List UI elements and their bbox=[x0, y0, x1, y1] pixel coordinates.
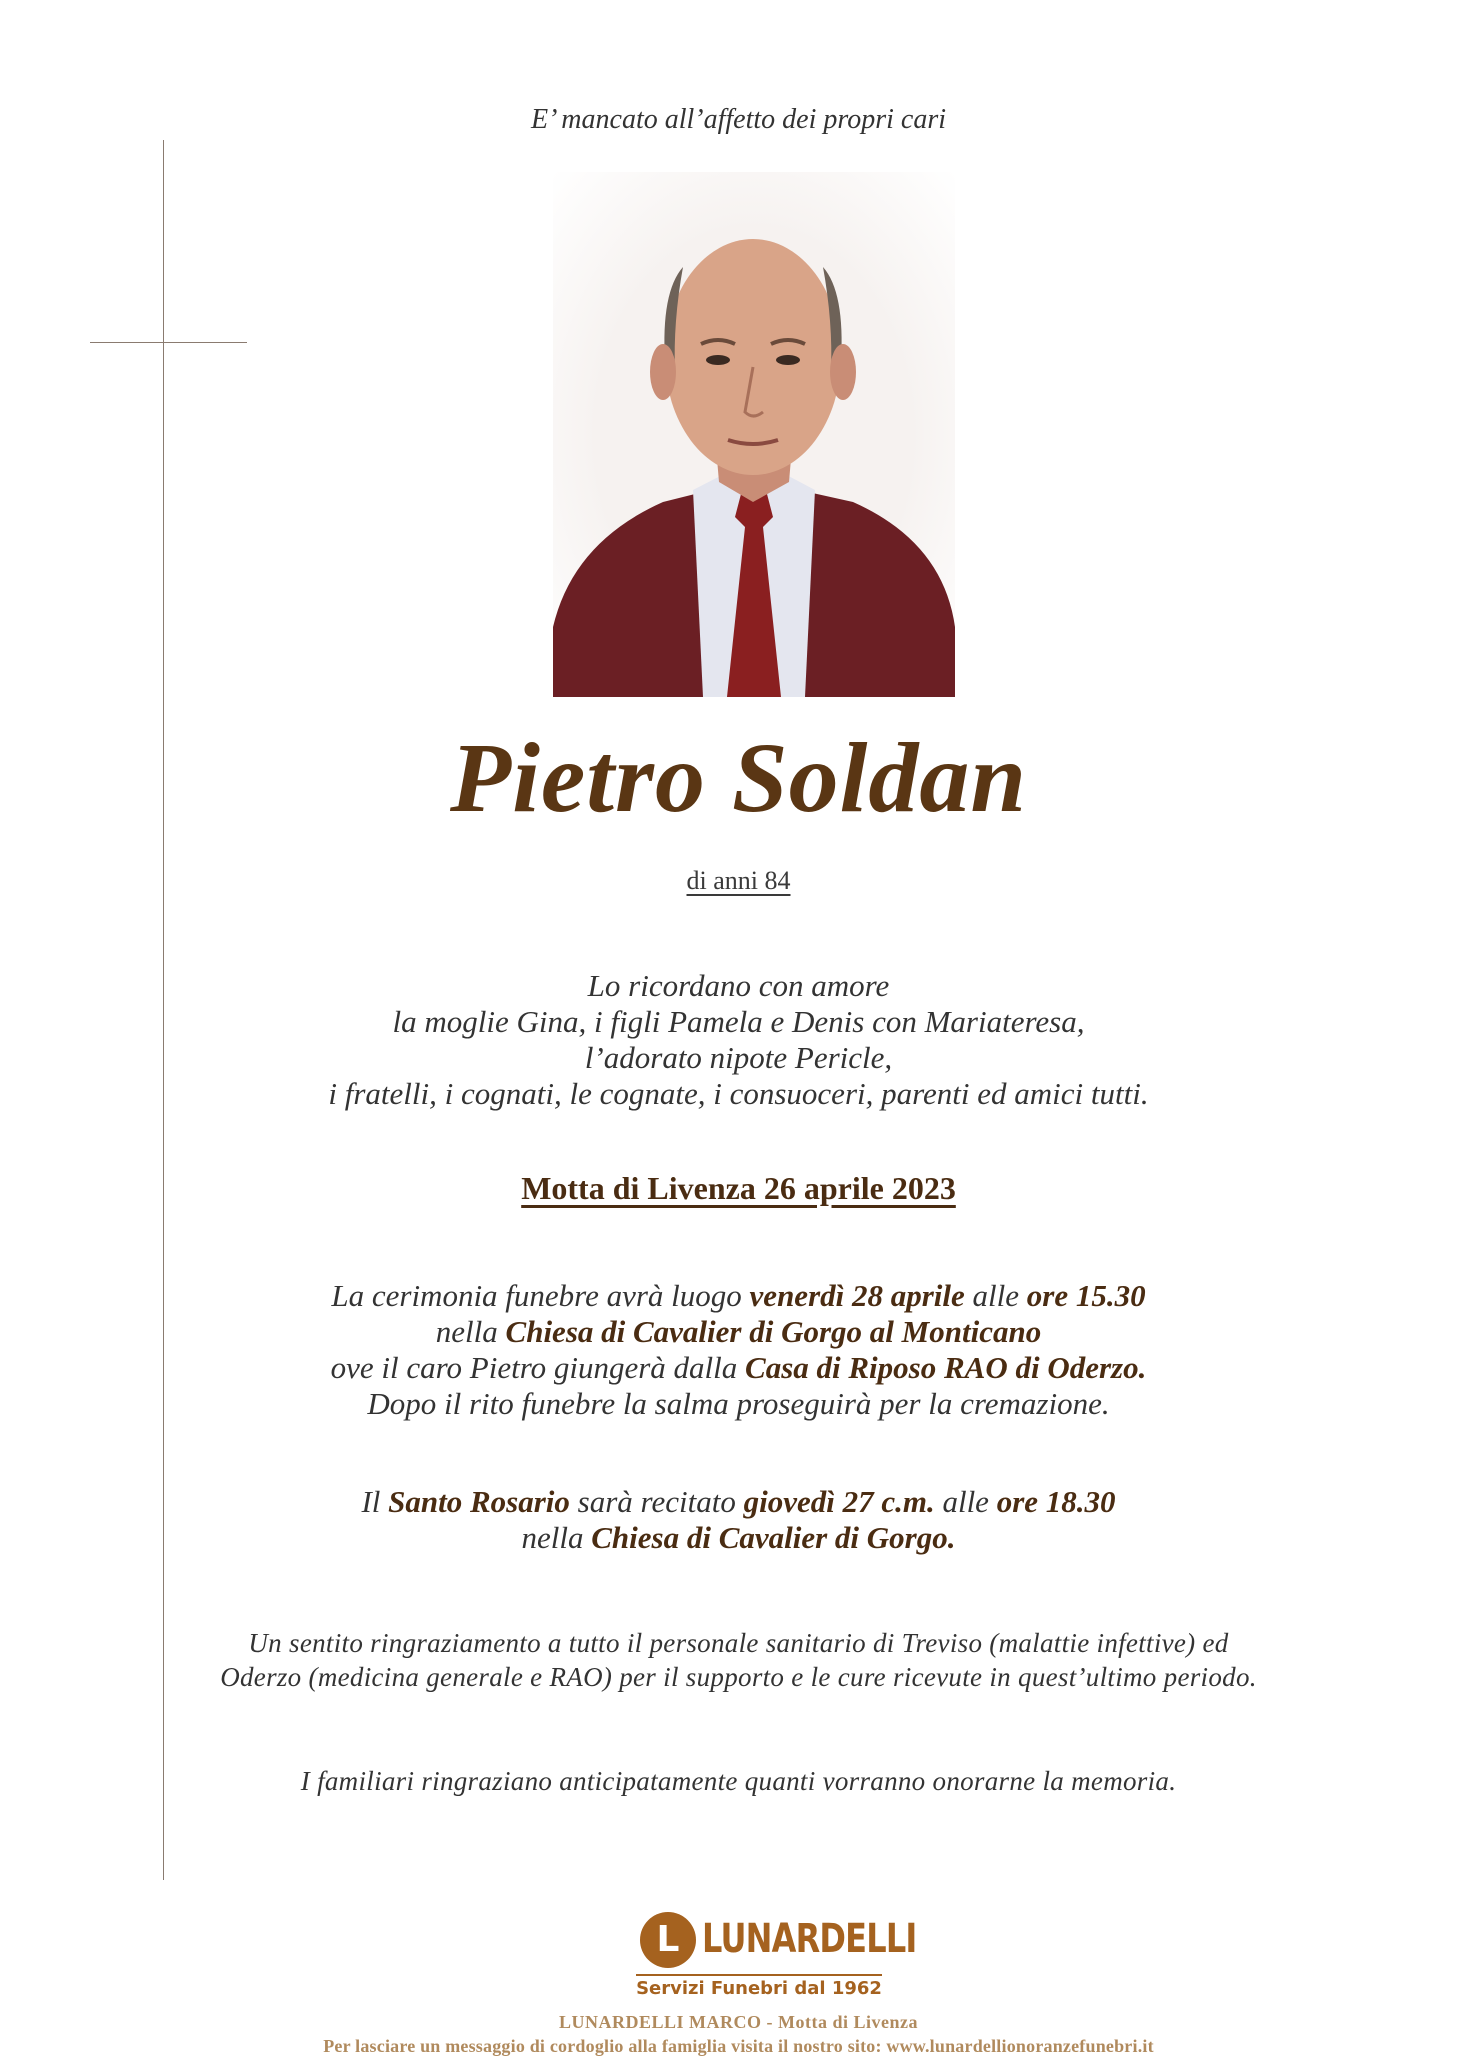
thanks-block bbox=[0, 1626, 1477, 1694]
footer-company: LUNARDELLI MARCO - Motta di Livenza bbox=[559, 2012, 918, 2032]
family-line: l’adorato nipote Pericle, bbox=[584, 1040, 893, 1075]
ceremony-line: La cerimonia funebre avrà luogo venerdì 28 aprile alle ore 15.30 bbox=[331, 1278, 1146, 1313]
ceremony-block bbox=[0, 1278, 1477, 1422]
ceremony-line: nella Chiesa di Cavalier di Gorgo al Monticano bbox=[435, 1314, 1042, 1349]
cross-horizontal-line bbox=[90, 342, 247, 343]
intro-text: E’ mancato all’affetto dei propri cari bbox=[530, 104, 947, 135]
thanks-line: Oderzo (medicina generale e RAO) per il supporto e le cure ricevute in quest’ultimo periodo. bbox=[220, 1662, 1257, 1692]
ceremony-line: ove il caro Pietro giungerà dalla Casa di Riposo RAO di Oderzo. bbox=[330, 1350, 1147, 1385]
age-text: di anni 84 bbox=[686, 866, 791, 895]
family-block bbox=[0, 968, 1477, 1112]
ceremony-line: Dopo il rito funebre la salma proseguirà per la cremazione. bbox=[367, 1386, 1110, 1421]
place-date: Motta di Livenza 26 aprile 2023 bbox=[521, 1170, 956, 1206]
deceased-name: Pietro Soldan bbox=[450, 722, 1027, 833]
logo-letter-icon: L bbox=[656, 1919, 680, 1960]
logo-name: LUNARDELLI bbox=[702, 1916, 917, 1962]
logo-divider bbox=[636, 1974, 882, 1976]
family-line: Lo ricordano con amore bbox=[587, 968, 890, 1003]
family-line: i fratelli, i cognati, le cognate, i consuoceri, parenti ed amici tutti. bbox=[328, 1076, 1149, 1111]
thanks-line: Un sentito ringraziamento a tutto il personale sanitario di Treviso (malattie infettive) ed bbox=[248, 1628, 1229, 1658]
rosary-line: nella Chiesa di Cavalier di Gorgo. bbox=[521, 1520, 956, 1555]
footer-website-note: Per lasciare un messaggio di cordoglio alla famiglia visita il nostro sito: www.lunardellionoranzefunebri.it bbox=[323, 2036, 1154, 2056]
logo-tagline: Servizi Funebri dal 1962 bbox=[636, 1978, 882, 1999]
company-logo bbox=[636, 1912, 917, 1999]
portrait-photo bbox=[553, 172, 955, 697]
family-line: la moglie Gina, i figli Pamela e Denis con Mariateresa, bbox=[392, 1004, 1085, 1039]
rosary-block bbox=[0, 1484, 1477, 1556]
closing-text: I familiari ringraziano anticipatamente quanti vorranno onorarne la memoria. bbox=[300, 1766, 1177, 1796]
rosary-line: Il Santo Rosario sarà recitato giovedì 27 c.m. alle ore 18.30 bbox=[361, 1484, 1116, 1519]
